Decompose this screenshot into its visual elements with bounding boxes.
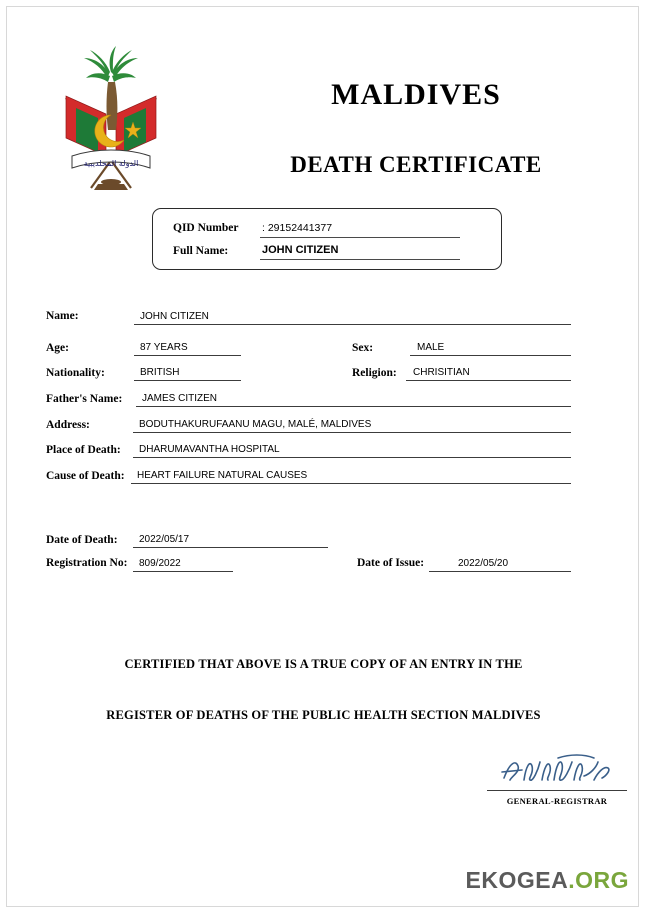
field-value-date-of-issue: 2022/05/20 [458,558,509,569]
watermark-logo [466,867,629,894]
field-value-name: JOHN CITIZEN [140,311,209,322]
field-label-address: Address: [46,419,90,431]
field-underline-religion [406,380,571,381]
field-underline-age [134,355,241,356]
qid-fullname-label: Full Name: [173,245,229,257]
field-value-nationality: BRITISH [140,367,180,378]
field-underline-sex [410,355,571,356]
field-value-date-of-death: 2022/05/17 [139,534,190,545]
qid-number-value: : 29152441377 [262,222,333,234]
field-label-age: Age: [46,342,69,354]
field-label-fathers-name: Father's Name: [46,393,123,405]
page-title-country: MALDIVES [331,78,501,111]
field-label-date-of-death: Date of Death: [46,534,118,546]
qid-fullname-value: JOHN CITIZEN [262,244,339,256]
field-underline-date-of-issue [429,571,571,572]
field-underline-place-of-death [133,457,571,458]
watermark-suffix-text: .ORG [568,867,629,893]
field-label-date-of-issue: Date of Issue: [357,557,425,569]
field-underline-fathers-name [136,406,571,407]
field-value-sex: MALE [417,342,445,353]
field-underline-cause-of-death [131,483,571,484]
signature-mark [498,752,618,788]
field-value-registration-no: 809/2022 [139,558,181,569]
watermark-main-text: EKOGEA [465,867,569,893]
qid-box [152,208,502,270]
svg-text:الدولة المحلديبية: الدولة المحلديبية [83,159,139,168]
field-value-age: 87 YEARS [140,342,188,353]
field-underline-date-of-death [133,547,328,548]
field-underline-nationality [134,380,241,381]
field-value-place-of-death: DHARUMAVANTHA HOSPITAL [139,444,280,455]
field-label-registration-no: Registration No: [46,557,128,569]
field-label-nationality: Nationality: [46,367,105,379]
field-label-sex: Sex: [352,342,374,354]
field-underline-address [133,432,571,433]
field-label-cause-of-death: Cause of Death: [46,470,125,482]
signature-caption: GENERAL-REGISTRAR [506,796,608,806]
qid-number-underline [260,237,460,238]
field-value-religion: CHRISITIAN [413,367,470,378]
field-label-name: Name: [46,310,79,322]
qid-fullname-underline [260,259,460,260]
field-underline-registration-no [133,571,233,572]
field-value-cause-of-death: HEART FAILURE NATURAL CAUSES [137,470,308,481]
field-label-religion: Religion: [352,367,397,379]
field-underline-name [134,324,571,325]
signature-underline [487,790,627,791]
page-title-document: DEATH CERTIFICATE [290,152,542,177]
certification-text-line-2: REGISTER OF DEATHS OF THE PUBLIC HEALTH SECTION MALDIVES [106,708,541,722]
qid-number-label: QID Number [173,222,239,234]
field-label-place-of-death: Place of Death: [46,444,121,456]
maldives-national-emblem-icon [36,38,186,193]
field-value-address: BODUTHAKURUFAANU MAGU, MALÉ, MALDIVES [139,419,372,430]
certification-text-line-1: CERTIFIED THAT ABOVE IS A TRUE COPY OF AN ENTRY IN THE [124,657,523,671]
field-value-fathers-name: JAMES CITIZEN [142,393,218,404]
